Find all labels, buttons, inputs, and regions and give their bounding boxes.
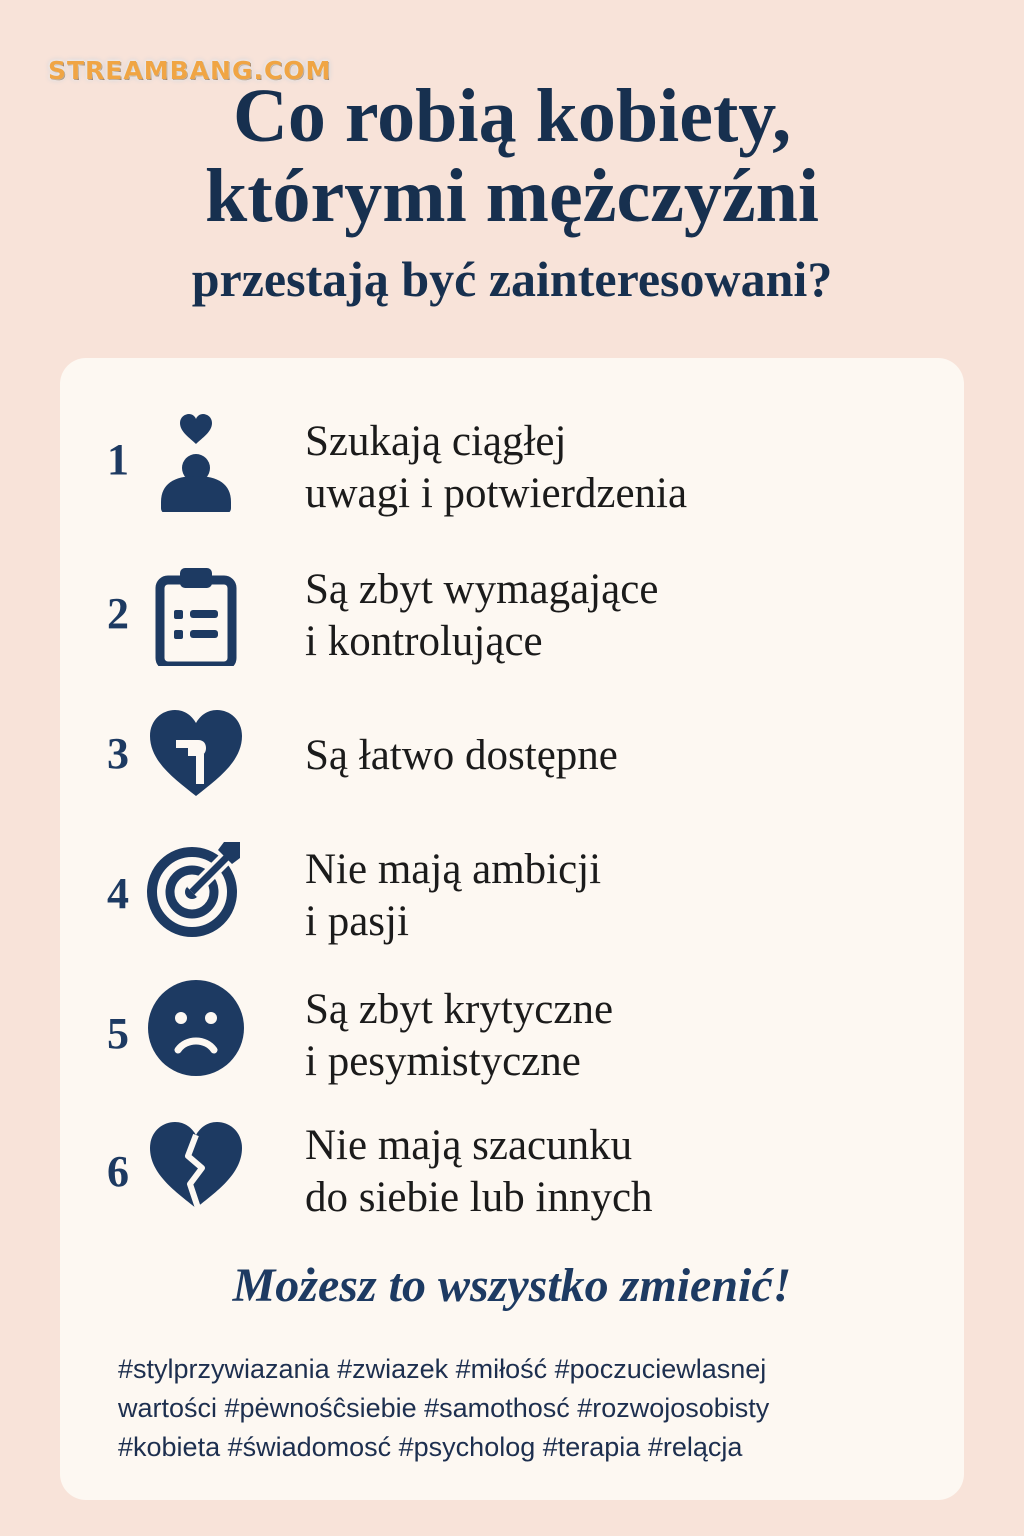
- target-icon: [146, 838, 246, 938]
- item-text: [305, 416, 925, 520]
- item-number: 5: [107, 1009, 129, 1058]
- item-text-line-2: do siebie lub innych: [305, 1174, 653, 1221]
- item-text: [305, 984, 925, 1088]
- item-text-line-2: i pasji: [305, 898, 409, 945]
- heart-icon: [146, 704, 246, 804]
- watermark: STREAMBANG.COM: [48, 56, 332, 85]
- clipboard-icon: [146, 566, 246, 666]
- list-item-1: [60, 404, 964, 524]
- list-item-2: [60, 558, 964, 678]
- content-card: [60, 358, 964, 1500]
- list-item-6: [60, 1116, 964, 1236]
- page-subtitle: przestają być zainteresowani?: [191, 251, 833, 307]
- item-text-line-1: Szukają ciągłej: [305, 418, 567, 465]
- item-text-line-1: Są łatwo dostępne: [305, 732, 618, 779]
- list-item-4: [60, 838, 964, 958]
- item-text-line-2: i kontrolujące: [305, 618, 543, 665]
- item-text-line-1: Nie mają szacunku: [305, 1122, 633, 1169]
- person-heart-icon: [146, 412, 246, 512]
- hashtags-line-2: wartości #pėwnośĉsiebie #samothosć #rozwojosobisty: [118, 1393, 770, 1423]
- item-text-line-2: uwagi i potwierdzenia: [305, 470, 688, 517]
- item-number: 2: [107, 589, 129, 638]
- item-text-line-2: i pesymistyczne: [305, 1038, 581, 1085]
- item-text: [305, 730, 925, 782]
- item-text-line-1: Nie mają ambicji: [305, 846, 602, 893]
- list-item-3: [60, 698, 964, 818]
- item-number: 6: [107, 1147, 129, 1196]
- item-text: [305, 1120, 925, 1224]
- page-title-line-1: Co robią kobiety,: [232, 74, 792, 158]
- hashtags-line-1: #stylprzywiazania #zwiazek #miłość #poczuciewlasnej: [118, 1354, 767, 1384]
- item-text: [305, 564, 925, 668]
- item-text-line-1: Są zbyt wymagające: [305, 566, 659, 613]
- item-number: 1: [107, 435, 129, 484]
- item-text: [305, 844, 925, 948]
- call-to-action: Możesz to wszystko zmienić!: [232, 1259, 792, 1312]
- item-number: 4: [107, 869, 129, 918]
- list-item-5: [60, 978, 964, 1098]
- sad-face-icon: [146, 978, 246, 1078]
- item-text-line-1: Są zbyt krytyczne: [305, 986, 614, 1033]
- page-title-line-2: którymi mężczyźni: [204, 154, 820, 238]
- hashtags: [118, 1350, 918, 1467]
- item-number: 3: [107, 729, 129, 778]
- hashtags-line-3: #kobieta #świadomosć #psycholog #terapia #relącja: [118, 1432, 743, 1462]
- broken-heart-icon: [146, 1116, 246, 1216]
